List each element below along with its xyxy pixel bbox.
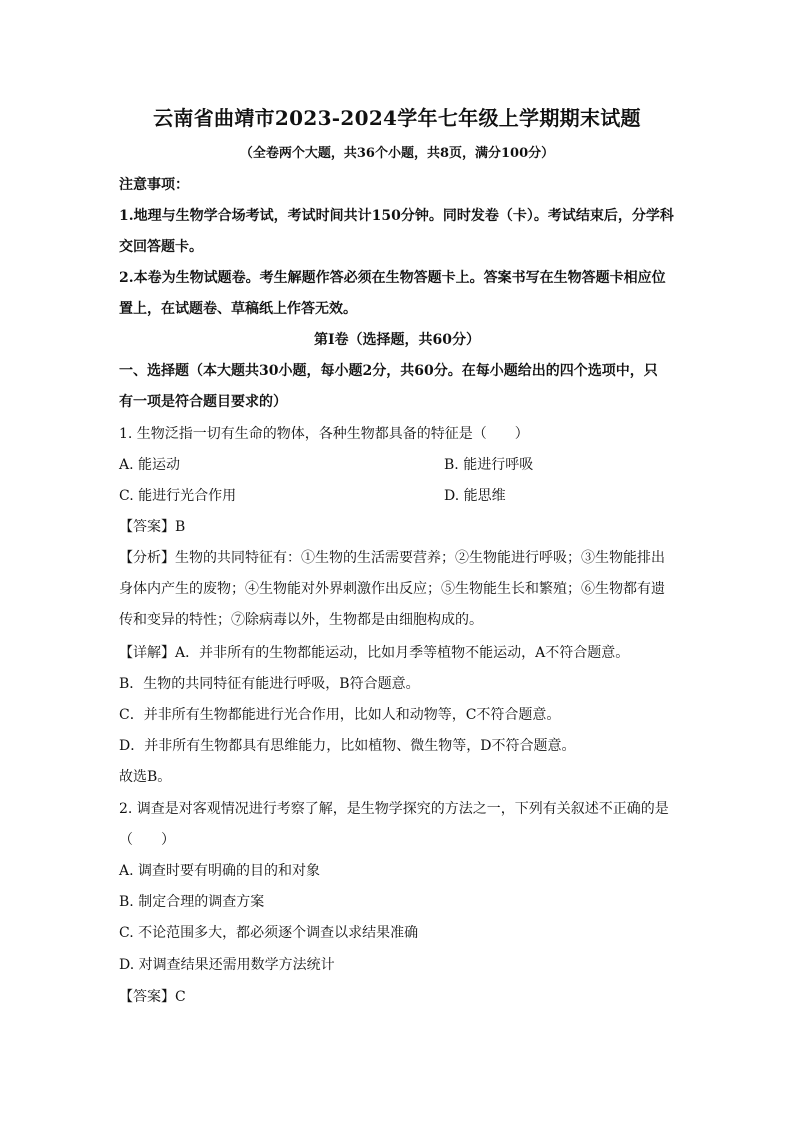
question-2-stem-line-1: 2. 调查是对客观情况进行考察了解，是生物学探究的方法之一，下列有关叙述不正确的是 xyxy=(119,801,669,817)
question-2-option-c: C. 不论范围多大，都必须逐个调查以求结果准确 xyxy=(119,925,419,941)
question-1-option-a: A. 能运动 xyxy=(119,457,181,473)
exam-subtitle: （全卷两个大题，共36个小题，共8页，满分100分） xyxy=(239,146,555,161)
question-1-analysis-line-1: 【分析】生物的共同特征有：①生物的生活需要营养；②生物能进行呼吸；③生物能排出 xyxy=(119,550,665,566)
question-1-detail-d: D．并非所有生物都具有思维能力，比如植物、微生物等，D不符合题意。 xyxy=(119,738,576,754)
note-2-line-1: 2.本卷为生物试题卷。考生解题作答必须在生物答题卡上。答案书写在生物答题卡相应位 xyxy=(119,270,666,286)
question-2-option-d: D. 对调查结果还需用数学方法统计 xyxy=(119,957,335,973)
question-1-detail-b: B．生物的共同特征有能进行呼吸，B符合题意。 xyxy=(119,676,420,692)
question-1-analysis-line-2: 身体内产生的废物；④生物能对外界刺激作出反应；⑤生物能生长和繁殖；⑥生物都有遗 xyxy=(119,581,665,597)
note-1-line-2: 交回答题卡。 xyxy=(119,239,203,255)
question-2-answer: 【答案】C xyxy=(119,989,186,1005)
question-1-analysis-line-3: 传和变异的特性；⑦除病毒以外，生物都是由细胞构成的。 xyxy=(119,612,483,628)
question-2-option-b: B. 制定合理的调查方案 xyxy=(119,894,265,910)
question-1-option-d: D. 能思维 xyxy=(444,488,506,504)
question-1-option-b: B. 能进行呼吸 xyxy=(444,457,534,473)
question-2-stem-line-2: （ ） xyxy=(119,832,175,848)
question-2-option-a: A. 调查时要有明确的目的和对象 xyxy=(119,863,321,879)
question-1-detail-a: 【详解】A．并非所有的生物都能运动，比如月季等植物不能运动，A不符合题意。 xyxy=(119,645,630,661)
question-1-answer: 【答案】B xyxy=(119,519,186,535)
part-1-heading: 第Ⅰ卷（选择题，共60分） xyxy=(313,332,481,348)
question-1-conclusion: 故选B。 xyxy=(119,769,172,785)
notes-heading: 注意事项： xyxy=(119,177,189,193)
question-1-detail-c: C．并非所有生物都能进行光合作用，比如人和动物等，C不符合题意。 xyxy=(119,707,561,723)
question-1-option-c: C. 能进行光合作用 xyxy=(119,488,237,504)
question-1-stem: 1. 生物泛指一切有生命的物体，各种生物都具备的特征是（ ） xyxy=(119,426,529,442)
section-heading-line-2: 有一项是符合题目要求的） xyxy=(119,394,287,410)
note-1-line-1: 1.地理与生物学合场考试，考试时间共计150分钟。同时发卷（卡）。考试结束后，分学科 xyxy=(119,208,674,224)
page-title: 云南省曲靖市2023-2024学年七年级上学期期末试题 xyxy=(153,106,641,130)
section-heading-line-1: 一、选择题（本大题共30小题，每小题2分，共60分。在每小题给出的四个选项中，只 xyxy=(119,363,658,379)
note-2-line-2: 置上，在试题卷、草稿纸上作答无效。 xyxy=(119,301,357,317)
